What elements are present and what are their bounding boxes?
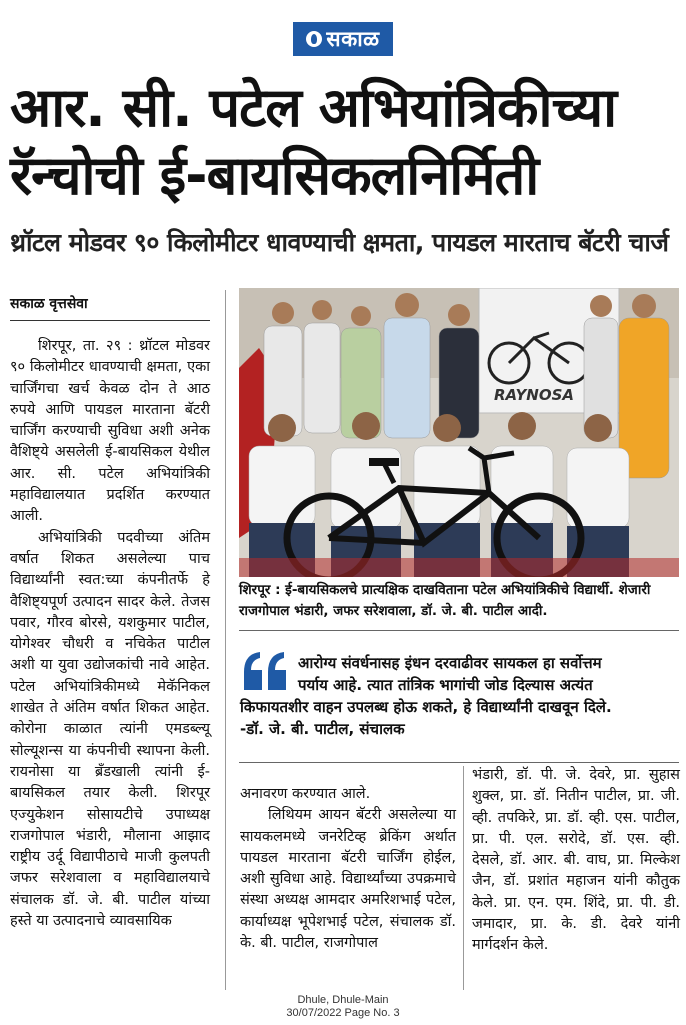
masthead-name: सकाळ: [326, 27, 380, 51]
caption-divider: [239, 630, 679, 631]
byline-divider: [10, 320, 210, 321]
article-paragraph: भंडारी, डॉ. पी. जे. देवरे, प्रा. सुहास शुक्ल, प्रा. डॉ. नितीन पाटील, प्रा. जी. व्ही. तपकिरे, प्रा. डॉ. व्ही. एस. पाटील, प्रा. पी. एल. सरोदे, डॉ. एस. व्ही. देसले, डॉ. आर. बी. वाघ, प्रा. मिल्केश जैन, डॉ. प्रशांत महाजन यांनी कौतुक केले. प्रा. एन. एम. शिंदे, प्रा. पी. डी. जमादार, प्रा. के. डी. देवरे यांनी मार्गदर्शन केले.: [472, 767, 680, 954]
article-column-2: [240, 784, 456, 954]
headline-line-2: रॅन्चोची ई-बायसिकलनिर्मिती: [10, 144, 539, 207]
footer-edition: Dhule, Dhule-Main: [297, 994, 389, 1006]
headline-line-1: आर. सी. पटेल अभियांत्रिकीच्या: [10, 76, 617, 139]
article-paragraph: शिरपूर, ता. २९ : थ्रॉटल मोडवर ९० किलोमीटर धावण्याची क्षमता, एका चार्जिंगचा खर्च केवळ दोन ते आठ रुपये आणि पायडल मारताना बॅटरी चार्जिंग करण्याची सुविधा अशी अनेक वैशिष्ट्ये असलेली ई-बायसिकल येथील आर. सी. पटेल अभियांत्रिकी महाविद्यालयात प्रदर्शित करण्यात आली.: [10, 338, 210, 525]
article-paragraph: लिथियम आयन बॅटरी असलेल्या या सायकलमध्ये जनरेटिव्ह ब्रेकिंग अर्थात पायडल मारताना बॅटरी चार्जिंग होईल, अशी सुविधा आहे. विद्यार्थ्यांच्या उपक्रमाचे संस्था अध्यक्ष आमदार अमरिशभाई पटेल, कार्याध्यक्ष भूपेशभाई पटेल, संचालक डॉ. के. बी. पाटील, राजगोपाल: [240, 807, 456, 952]
pull-quote-line: किफायतशीर वाहन उपलब्ध होऊ शकते, हे विद्यार्थ्यांनी दाखवून दिले.: [240, 698, 612, 716]
article-paragraph: अभियांत्रिकी पदवीच्या अंतिम वर्षात शिकत असलेल्या पाच विद्यार्थ्यांनी स्वत:च्या कंपनीतर्फे हे वैशिष्ट्यपूर्ण उत्पादन सादर केले. तेजस पवार, गौरव बोरसे, यशकुमार पाटील, योगेश्वर चौधरी व नचिकेत पाटील अशी या युवा उद्योजकांची नावे आहेत. पटेल अभियांत्रिकीमध्ये मेकॅनिकल शाखेत ते अंतिम वर्षात शिकत आहेत. कोरोना काळात त्यांनी एमडब्ल्यू सोल्यूशन्स या कंपनीची स्थापना केली. रायनोसा या ब्रॅंडखाली त्यांनी ई-बायसिकल तयार केली. शिरपूर एज्युकेशन सोसायटीचे उपाध्यक्ष राजगोपाल भंडारी, मौलाना आझाद राष्ट्रीय उर्दू विद्यापीठाचे माजी कुलपती जफर सरेशवाला व महाविद्यालयाचे संचालक डॉ. जे. बी. पाटील यांच्या हस्ते या उत्पादनाचे व्यावसायिक: [10, 529, 210, 930]
pull-quote-line: पर्याय आहे. त्यात तांत्रिक भागांची जोड दिल्यास अत्यंत: [298, 676, 593, 694]
column-divider: [463, 766, 464, 990]
article-column-1: [10, 336, 210, 932]
photo-banner-text: RAYNOSA: [494, 386, 575, 404]
pull-quote-line: आरोग्य संवर्धनासह इंधन दरवाढीवर सायकल हा सर्वोत्तम: [298, 654, 602, 672]
article-column-3: [472, 765, 680, 957]
column-divider: [225, 290, 226, 990]
masthead-logo: [293, 22, 393, 56]
pull-quote-attribution: -डॉ. जे. बी. पाटील, संचालक: [240, 720, 405, 738]
byline: सकाळ वृत्तसेवा: [10, 296, 88, 312]
quote-divider: [239, 762, 679, 763]
article-paragraph: अनावरण करण्यात आले.: [240, 786, 371, 802]
subheadline: थ्रॉटल मोडवर ९० किलोमीटर धावण्याची क्षमता, पायडल मारताच बॅटरी चार्ज: [10, 228, 669, 257]
sakal-logo-icon: [306, 31, 322, 47]
footer-date-page: 30/07/2022 Page No. 3: [286, 1007, 400, 1019]
pull-quote: [240, 652, 682, 740]
photo-caption: शिरपूर : ई-बायसिकलचे प्रात्यक्षिक दाखविताना पटेल अभियांत्रिकीचे विद्यार्थी. शेजारी राजगोपाल भंडारी, जफर सरेशवाला, डॉ. जे. बी. पाटील आदी.: [239, 582, 651, 619]
news-photo: [239, 288, 679, 577]
page-footer: [0, 994, 686, 1020]
